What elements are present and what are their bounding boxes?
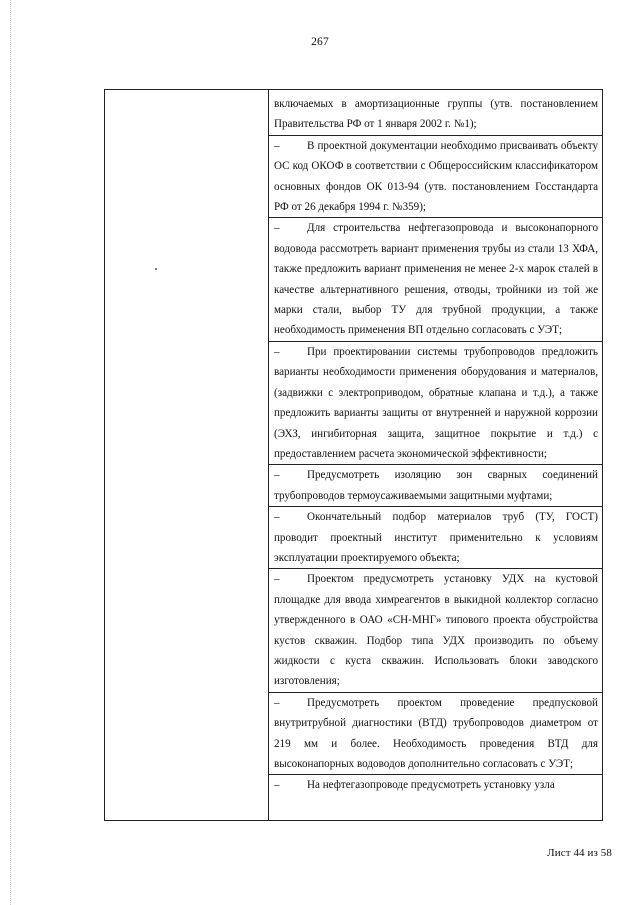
list-item-text: При проектировании системы трубопроводов предложить варианты необходимости применения оборудования и материалов, (задвижки с электроприводом, обратные клапана и т.д.), а также предложить варианты защиты от внутренней и наружной коррозии (ЭХЗ, ингибиторная защита, защитное покрытие и т.д.) с предоставлением расчета экономической эффективности; xyxy=(274,345,598,460)
page-number: 267 xyxy=(311,36,329,48)
dash-marker: – xyxy=(274,573,280,586)
list-item xyxy=(269,464,602,506)
list-item xyxy=(269,217,602,340)
dash-marker: – xyxy=(274,139,280,152)
dash-marker: – xyxy=(274,469,280,482)
list-item xyxy=(269,568,602,691)
list-item xyxy=(269,506,602,568)
requirements-table xyxy=(104,89,603,821)
dash-marker: – xyxy=(274,779,280,792)
list-item xyxy=(269,692,602,775)
dash-marker: – xyxy=(274,345,280,358)
sheet-counter: Лист 44 из 58 xyxy=(547,847,612,859)
dash-marker: – xyxy=(274,696,280,709)
dash-marker: – xyxy=(274,222,280,235)
paragraph-continuation: включаемых в амортизационные группы (утв. постановлением Правительства РФ от 1 января 2002 г. №1); xyxy=(274,98,598,131)
scan-edge-line xyxy=(10,0,11,905)
list-item-text: Окончательный подбор материалов труб (ТУ, ГОСТ) проводит проектный институт применительно к условиям эксплуатации проектируемого объекта; xyxy=(274,511,598,564)
list-item-text: Предусмотреть изоляцию зон сварных соединений трубопроводов термоусаживаемыми защитными муфтами; xyxy=(274,469,598,502)
list-item-text: На нефтегазопроводе предусмотреть установку узла xyxy=(307,779,555,792)
list-item xyxy=(269,341,602,464)
list-item xyxy=(269,135,602,218)
list-item-text: В проектной документации необходимо присваивать объекту ОС код ОКОФ в соответствии с Общероссийским классификатором основных фондов ОК 013-94 (утв. постановлением Госстандарта РФ от 26 декабря 1994 г. №359); xyxy=(274,139,598,214)
dash-marker: – xyxy=(274,511,280,524)
list-item-text: Для строительства нефтегазопровода и высоконапорного водовода рассмотреть вариант применения трубы из стали 13 ХФА, также предложить вариант применения не менее 2-х марок сталей в качестве альтернативного решения, отводы, тройники из той же марки стали, выбор ТУ для трубной продукции, а также необходимость применения ВП отдельно согласовать с УЭТ; xyxy=(274,222,598,337)
list-item xyxy=(269,774,602,795)
cell-text xyxy=(269,94,602,796)
list-item-text: Проектом предусмотреть установку УДХ на кустовой площадке для ввода химреагентов в выкидной коллектор согласно утвержденного в ОАО «СН-МНГ» типового проекта обустройства кустов скважин. Подбор типа УДХ производить по объему жидкости с куста скважин. Использовать блоки заводского изготовления; xyxy=(274,573,598,688)
table-row xyxy=(105,90,603,821)
table-cell-left xyxy=(105,90,269,821)
table-cell-right xyxy=(269,90,603,821)
list-item-text: Предусмотреть проектом проведение предпусковой внутритрубной диагностики (ВТД) трубопроводов диаметром от 219 мм и более. Необходимость проведения ВТД для высоконапорных водоводов дополнительно согласовать с УЭТ; xyxy=(274,696,598,770)
